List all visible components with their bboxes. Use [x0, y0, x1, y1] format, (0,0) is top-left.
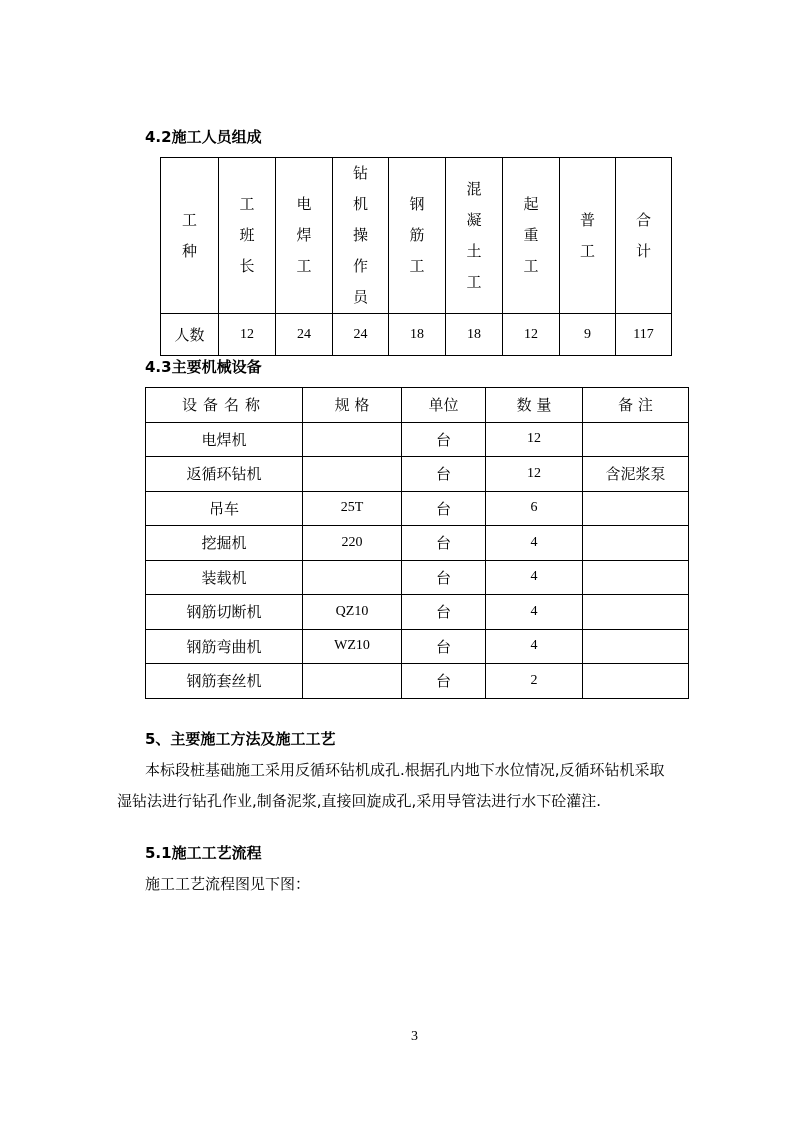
equip-name-cell: 钢筋切断机	[146, 595, 303, 630]
equip-unit-cell: 台	[402, 629, 486, 664]
section-5-1-heading: 5.1施工工艺流程	[145, 844, 262, 862]
staff-header-char: 班	[239, 226, 255, 244]
equip-row	[146, 595, 689, 630]
staff-header-char: 种	[181, 241, 197, 260]
equip-unit-cell: 台	[402, 491, 486, 526]
staff-header-char: 重	[523, 226, 539, 244]
equip-row	[146, 422, 689, 457]
staff-header-char: 普	[579, 210, 595, 229]
staff-count-row	[161, 314, 672, 356]
equip-note-cell	[583, 491, 689, 526]
equip-name-cell: 钢筋套丝机	[146, 664, 303, 699]
equip-name-cell: 挖掘机	[146, 526, 303, 561]
equip-name-cell: 吊车	[146, 491, 303, 526]
staff-header-char: 员	[352, 288, 368, 306]
staff-header-char: 工	[409, 257, 425, 275]
staff-header-foreman	[219, 158, 276, 314]
staff-count-cell: 9	[560, 314, 616, 356]
staff-header-char: 电	[296, 195, 312, 213]
equip-row	[146, 526, 689, 561]
equip-note-cell	[583, 526, 689, 561]
staff-count-cell: 12	[503, 314, 560, 356]
staff-header-char: 凝	[466, 210, 482, 229]
equip-spec-cell: WZ10	[303, 629, 402, 664]
equip-note-cell	[583, 422, 689, 457]
staff-header-char: 混	[466, 179, 482, 198]
staff-header-rebar	[389, 158, 446, 314]
equip-spec-cell: 25T	[303, 491, 402, 526]
staff-header-char: 钢	[409, 195, 425, 213]
page-number: 3	[411, 1029, 418, 1044]
equip-row	[146, 457, 689, 492]
equip-unit-cell: 台	[402, 457, 486, 492]
staff-header-concrete	[446, 158, 503, 314]
equip-row	[146, 629, 689, 664]
staff-composition-table	[160, 157, 672, 356]
equip-spec-cell	[303, 560, 402, 595]
staff-header-char: 焊	[296, 226, 312, 244]
section-5-paragraph-line-2: 湿钻法进行钻孔作业,制备泥浆,直接回旋成孔,采用导管法进行水下砼灌注.	[117, 792, 602, 810]
equip-spec-cell	[303, 664, 402, 699]
equip-note-cell	[583, 629, 689, 664]
staff-header-char: 工	[579, 241, 595, 260]
staff-header-trade	[161, 158, 219, 314]
equip-unit-cell: 台	[402, 664, 486, 699]
equip-unit-cell: 台	[402, 422, 486, 457]
equip-spec-cell: QZ10	[303, 595, 402, 630]
equip-name-cell: 返循环钻机	[146, 457, 303, 492]
equip-header-row	[146, 388, 689, 423]
staff-header-char: 操	[352, 226, 368, 244]
section-5-1-text: 施工工艺流程图见下图：	[145, 875, 311, 893]
staff-header-char: 工	[296, 257, 312, 275]
staff-header-char: 长	[239, 257, 255, 275]
staff-header-char: 工	[523, 257, 539, 275]
equipment-table	[145, 387, 689, 699]
staff-count-cell: 18	[446, 314, 503, 356]
equip-spec-cell	[303, 422, 402, 457]
equip-header-name: 设备名称	[146, 388, 303, 423]
staff-header-char: 工	[466, 272, 482, 291]
equip-qty-cell: 4	[486, 629, 583, 664]
equip-qty-cell: 4	[486, 526, 583, 561]
staff-header-char: 合	[635, 210, 651, 229]
staff-header-char: 工	[239, 195, 255, 213]
staff-count-cell: 24	[276, 314, 333, 356]
staff-header-rigger	[503, 158, 560, 314]
staff-header-row	[161, 158, 672, 314]
equip-name-cell: 装载机	[146, 560, 303, 595]
section-4-3-heading: 4.3主要机械设备	[145, 358, 262, 376]
section-4-2-heading: 4.2施工人员组成	[145, 128, 262, 146]
section-5-paragraph-line-1: 本标段桩基础施工采用反循环钻机成孔.根据孔内地下水位情况,反循环钻机采取	[145, 761, 665, 779]
equip-note-cell: 含泥浆泵	[583, 457, 689, 492]
staff-header-char: 机	[352, 195, 368, 213]
section-5-heading: 5、主要施工方法及施工工艺	[145, 730, 336, 748]
equip-unit-cell: 台	[402, 560, 486, 595]
staff-count-cell: 18	[389, 314, 446, 356]
equip-qty-cell: 4	[486, 560, 583, 595]
equip-header-unit: 单位	[402, 388, 486, 423]
equip-header-note: 备 注	[583, 388, 689, 423]
equip-row	[146, 491, 689, 526]
staff-header-char: 计	[635, 241, 651, 260]
staff-header-char: 作	[352, 257, 368, 275]
equip-note-cell	[583, 595, 689, 630]
staff-row-label: 人数	[161, 314, 219, 356]
equip-note-cell	[583, 560, 689, 595]
staff-header-char: 起	[523, 195, 539, 213]
staff-count-cell: 12	[219, 314, 276, 356]
equip-row	[146, 560, 689, 595]
equip-qty-cell: 4	[486, 595, 583, 630]
equip-header-spec: 规 格	[303, 388, 402, 423]
equip-unit-cell: 台	[402, 595, 486, 630]
staff-header-char: 钻	[352, 164, 368, 182]
equip-unit-cell: 台	[402, 526, 486, 561]
equip-row	[146, 664, 689, 699]
equip-spec-cell	[303, 457, 402, 492]
equip-spec-cell: 220	[303, 526, 402, 561]
equip-header-qty: 数 量	[486, 388, 583, 423]
staff-header-char: 工	[181, 210, 197, 229]
equip-qty-cell: 2	[486, 664, 583, 699]
equip-qty-cell: 12	[486, 422, 583, 457]
equip-name-cell: 钢筋弯曲机	[146, 629, 303, 664]
staff-header-driller	[333, 158, 389, 314]
staff-header-total	[616, 158, 672, 314]
equip-note-cell	[583, 664, 689, 699]
equip-qty-cell: 12	[486, 457, 583, 492]
staff-header-laborer	[560, 158, 616, 314]
staff-count-cell: 24	[333, 314, 389, 356]
staff-header-char: 筋	[409, 226, 425, 244]
staff-count-cell: 117	[616, 314, 672, 356]
equip-qty-cell: 6	[486, 491, 583, 526]
staff-header-welder	[276, 158, 333, 314]
equip-name-cell: 电焊机	[146, 422, 303, 457]
staff-header-char: 土	[466, 241, 482, 260]
